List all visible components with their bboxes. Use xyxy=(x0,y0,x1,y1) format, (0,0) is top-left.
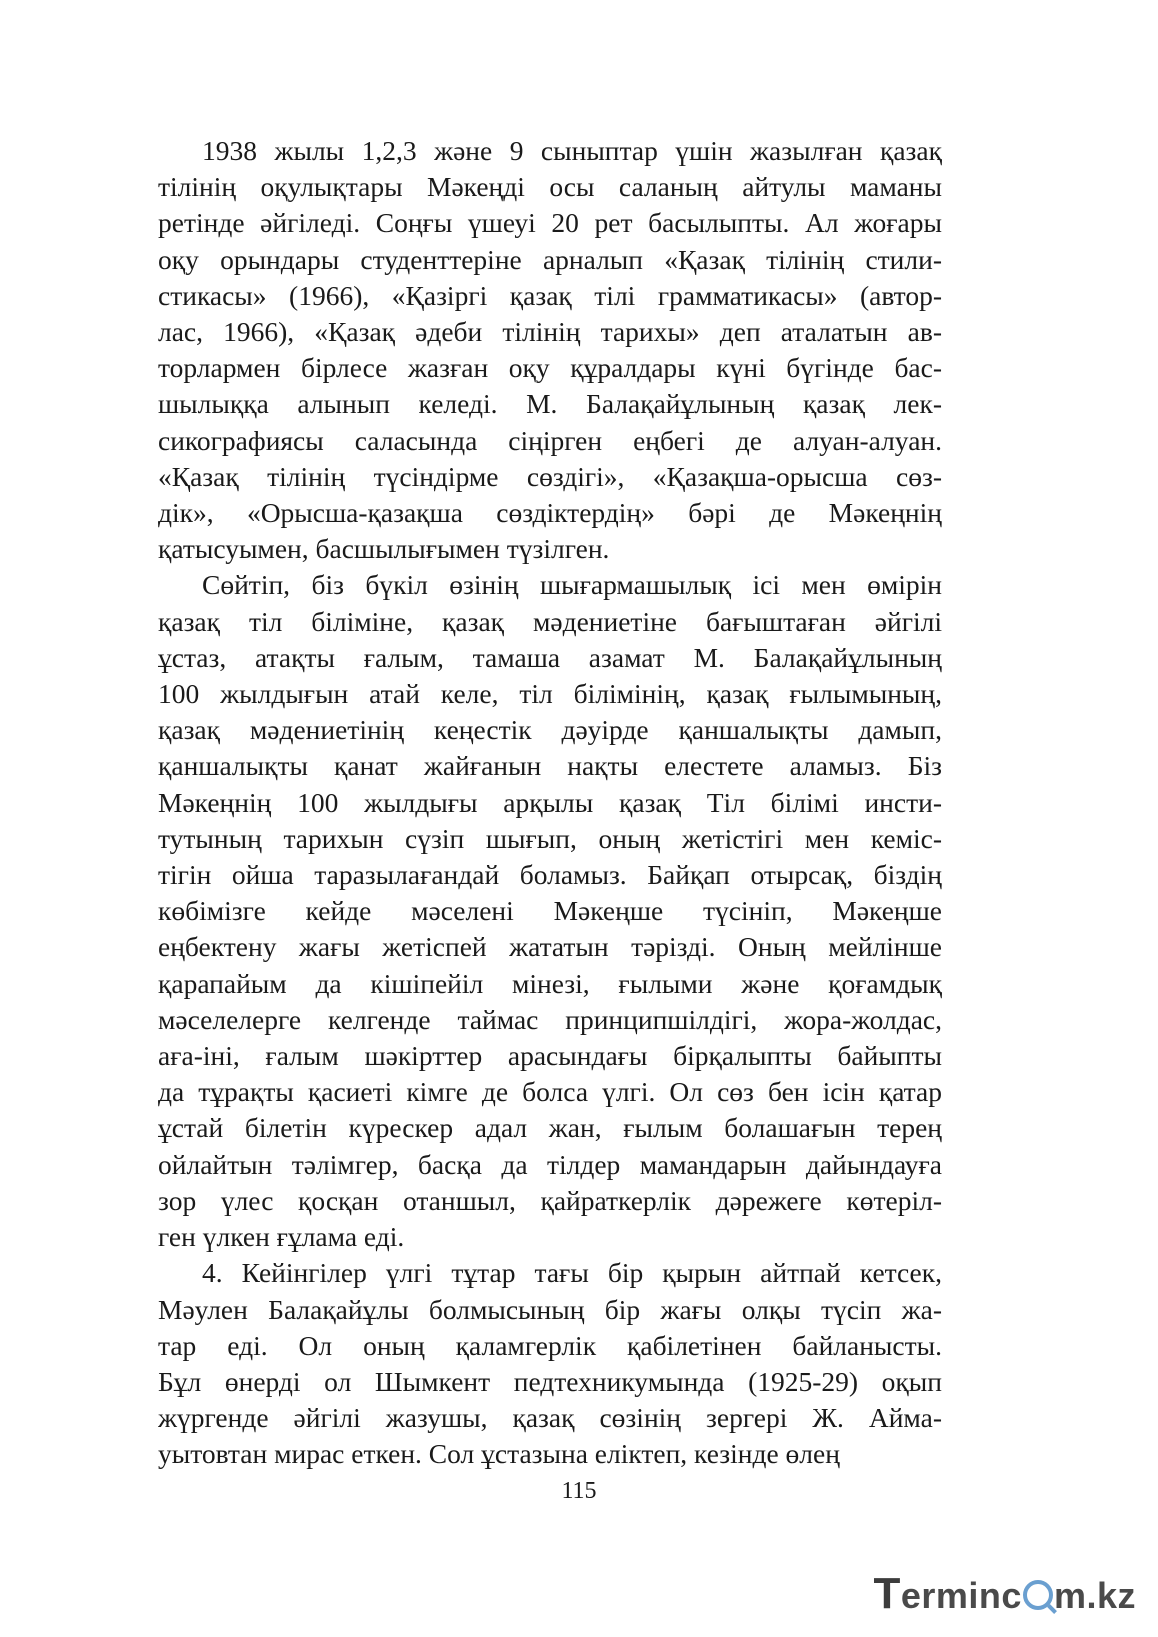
text-line: ген үлкен ғұлама еді. xyxy=(158,1221,405,1253)
watermark-mid: erminc xyxy=(900,1575,1022,1616)
text-line: дік», «Орысша-қазақша сөздіктердің» бәрі де Мәкеңнің xyxy=(158,497,942,529)
text-line: тутының тарихын сүзіп шығып, оның жетістігі мен кеміс- xyxy=(158,822,942,854)
text-line: торлармен бірлесе жазған оқу құралдары күні бүгінде бас- xyxy=(158,352,942,384)
text-line: сикографиясы саласында сіңірген еңбегі де алуан-алуан. xyxy=(158,424,942,456)
text-line: зор үлес қосқан отаншыл, қайраткерлік дәрежеге көтеріл- xyxy=(158,1184,942,1216)
text-line: еңбектену жағы жетіспей жататын тәрізді. Оның мейлінше xyxy=(158,931,942,963)
text-line: қаншалықты қанат жайғанын нақты елестете аламыз. Біз xyxy=(158,750,942,782)
text-line: Бұл өнерді ол Шымкент педтехникумында (1925-29) оқып xyxy=(158,1365,942,1397)
text-line: 100 жылдығын атай келе, тіл білімінің, қазақ ғылымының, xyxy=(158,678,942,710)
text-line: да тұрақты қасиеті кімге де болса үлгі. Ол сөз бен ісін қатар xyxy=(158,1076,942,1108)
text-line: Мәулен Балақайұлы болмысының бір жағы олқы түсіп жа- xyxy=(158,1293,942,1325)
text-line: аға-іні, ғалым шәкірттер арасындағы бірқалыпты байыпты xyxy=(158,1040,942,1072)
text-line: қазақ мәдениетінің кеңестік дәуірде қаншалықты дамып, xyxy=(158,714,942,746)
text-line: қарапайым да кішіпейіл мінезі, ғылыми және қоғамдық xyxy=(158,967,942,999)
text-line: тар еді. Ол оның қаламгерлік қабілетінен байланысты. xyxy=(158,1329,942,1361)
text-line: уытовтан мирас еткен. Сол ұстазына еліктеп, кезінде өлең xyxy=(158,1438,840,1470)
text-line: мәселелерге келгенде таймас принципшілдігі, жора-жолдас, xyxy=(158,1003,942,1035)
text-line: стикасы» (1966), «Қазіргі қазақ тілі грамматикасы» (автор- xyxy=(158,279,942,311)
termincom-watermark-logo xyxy=(874,1569,1137,1619)
text-line: «Қазақ тілінің түсіндірме сөздігі», «Қазақша-орысша сөз- xyxy=(158,460,942,492)
text-line: Сөйтіп, біз бүкіл өзінің шығармашылық ісі мен өмірін xyxy=(202,569,942,601)
text-line: қазақ тіл біліміне, қазақ мәдениетіне бағыштаған әйгілі xyxy=(158,605,942,637)
text-line: ұстаз, атақты ғалым, тамаша азамат М. Балақайұлының xyxy=(158,641,942,673)
watermark-suffix: m.kz xyxy=(1053,1575,1136,1616)
watermark-prefix: T xyxy=(873,1569,901,1618)
paragraph xyxy=(158,567,942,1255)
text-line: ұстай білетін күрескер адал жан, ғылым болашағын терең xyxy=(158,1112,942,1144)
text-line: лас, 1966), «Қазақ әдеби тілінің тарихы» деп аталатын ав- xyxy=(158,316,942,348)
text-line: Мәкеңнің 100 жылдығы арқылы қазақ Тіл білімі инсти- xyxy=(158,786,942,818)
paragraph xyxy=(158,133,942,567)
text-line: қатысуымен, басшылығымен түзілген. xyxy=(158,533,610,565)
text-line: жүргенде әйгілі жазушы, қазақ сөзінің зергері Ж. Айма- xyxy=(158,1402,942,1434)
magnifier-icon xyxy=(1023,1580,1053,1610)
text-line: көбімізге кейде мәселені Мәкеңше түсініп, Мәкеңше xyxy=(158,895,942,927)
text-line: 4. Кейінгілер үлгі тұтар тағы бір қырын айтпай кетсек, xyxy=(202,1257,942,1289)
paragraph xyxy=(158,1255,942,1472)
text-line: тігін ойша таразылағандай боламыз. Байқап отырсақ, біздің xyxy=(158,859,942,891)
text-line: тілінің оқулықтары Мәкеңді осы саланың айтулы маманы xyxy=(158,171,942,203)
text-line: ойлайтын тәлімгер, басқа да тілдер мамандарын дайындауға xyxy=(158,1148,942,1180)
text-line: ретінде әйгіледі. Соңғы үшеуі 20 рет басылыпты. Ал жоғары xyxy=(158,207,942,239)
page-number: 115 xyxy=(561,1478,597,1504)
text-line: шылыққа алынып келеді. М. Балақайұлының қазақ лек- xyxy=(158,388,942,420)
text-line: 1938 жылы 1,2,3 және 9 сыныптар үшін жазылған қазақ xyxy=(202,135,942,166)
body-text xyxy=(158,133,942,1473)
text-line: оқу орындары студенттеріне арналып «Қазақ тілінің стили- xyxy=(158,243,942,275)
